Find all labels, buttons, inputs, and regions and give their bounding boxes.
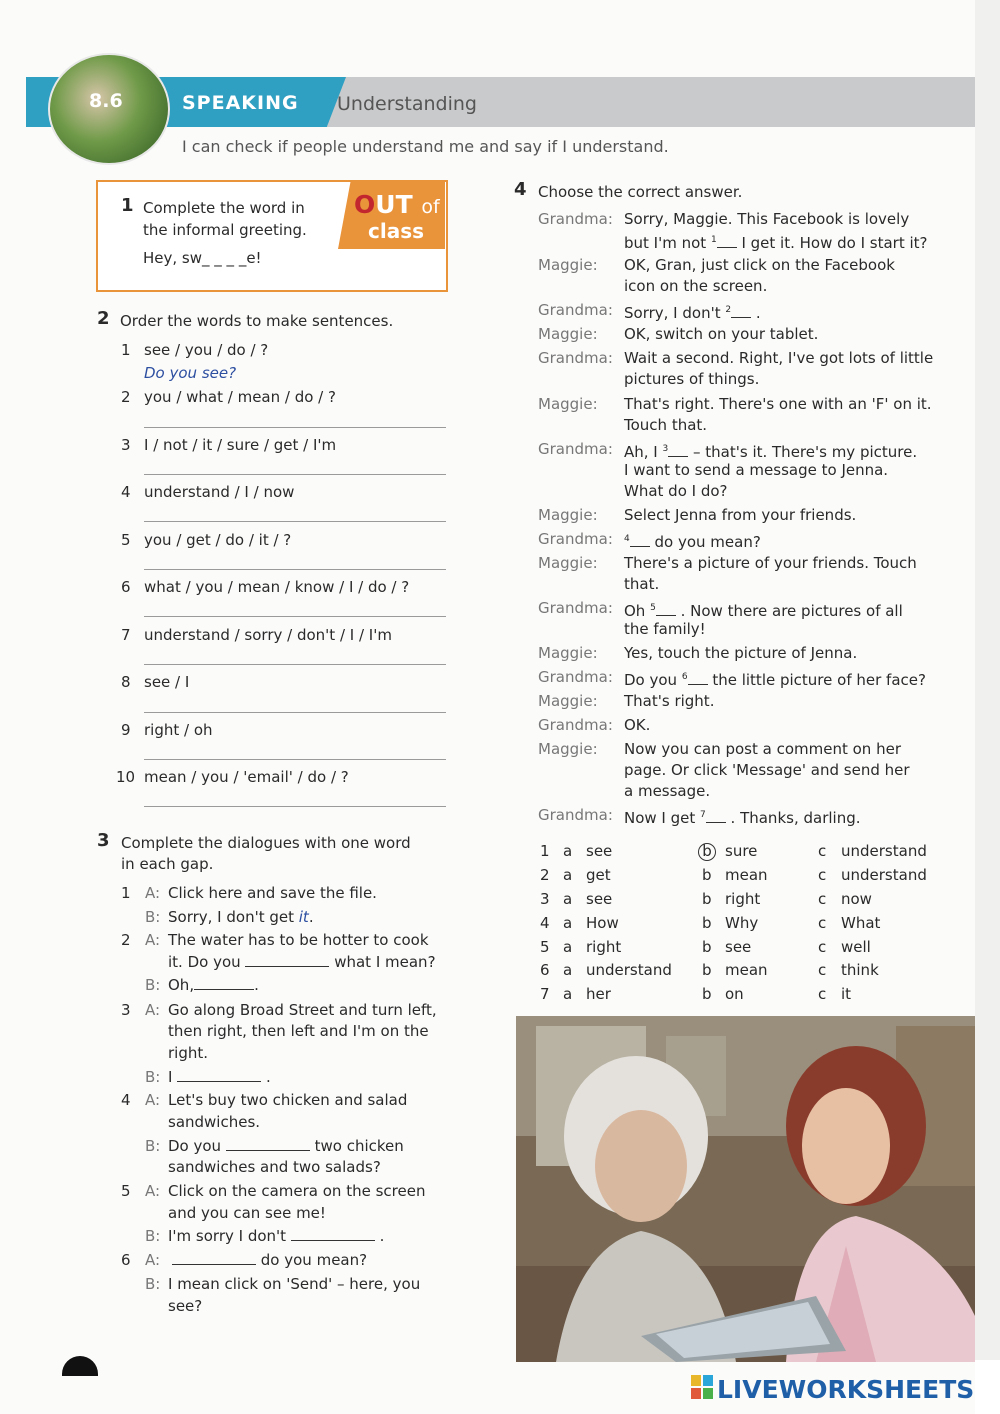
ex2-item-number: 8	[121, 673, 131, 691]
ex2-item-number: 7	[121, 626, 131, 644]
speaker-maggie: Maggie:	[538, 506, 598, 524]
dialogue-line: That's right.	[624, 692, 715, 710]
option-row-number: 7	[540, 985, 550, 1003]
option-letter-c: c	[818, 961, 827, 979]
gap-7[interactable]	[706, 822, 726, 823]
section-label: SPEAKING	[182, 92, 299, 114]
dialogue-line: $^4$ do you mean?	[624, 533, 761, 551]
option-a[interactable]: see	[586, 890, 613, 908]
speaker-grandma: Grandma:	[538, 599, 613, 617]
speaker-grandma: Grandma:	[538, 716, 613, 734]
exercise-1-instruction-2: the informal greeting.	[143, 221, 307, 239]
speaker-grandma: Grandma:	[538, 806, 613, 824]
ex3-line: sandwiches.	[168, 1113, 261, 1131]
option-b[interactable]: on	[725, 985, 744, 1003]
ex2-item-words: you / what / mean / do / ?	[144, 388, 336, 406]
option-letter-c: c	[818, 866, 827, 884]
ex3-dialogue-number: 4	[121, 1091, 131, 1109]
speaker-a: A:	[145, 1091, 161, 1109]
gap-6[interactable]	[688, 684, 708, 685]
dialogue-line: Yes, touch the picture of Jenna.	[624, 644, 858, 662]
option-letter-b: b	[702, 866, 712, 884]
ex2-item-words: what / you / mean / know / I / do / ?	[144, 578, 410, 596]
ex2-item-number: 4	[121, 483, 131, 501]
ex3-gap[interactable]	[194, 989, 254, 990]
ex2-answer-line[interactable]	[144, 521, 446, 522]
out-of-class-subtitle: class	[368, 219, 425, 243]
exercise-4-number: 4	[514, 179, 527, 200]
ex2-answer-line[interactable]	[144, 616, 446, 617]
ex3-gap[interactable]	[177, 1081, 261, 1082]
ex2-answer-line[interactable]	[144, 759, 446, 760]
option-letter-a: a	[563, 938, 573, 956]
ex2-item-words: right / oh	[144, 721, 213, 739]
option-c[interactable]: think	[841, 961, 879, 979]
ex3-dialogue-number: 5	[121, 1182, 131, 1200]
ex3-line: Oh, .	[168, 976, 259, 994]
ex2-answer-line[interactable]	[144, 664, 446, 665]
ex3-gap[interactable]	[226, 1150, 310, 1151]
dialogue-line: but I'm not $^1$ I get it. How do I start it?	[624, 234, 928, 252]
ex3-line: sandwiches and two salads?	[168, 1158, 381, 1176]
option-c[interactable]: now	[841, 890, 872, 908]
speaker-b: B:	[145, 1068, 161, 1086]
dialogue-line: OK, Gran, just click on the Facebook	[624, 256, 895, 274]
option-row-number: 2	[540, 866, 550, 884]
ex3-line: right.	[168, 1044, 209, 1062]
speaker-grandma: Grandma:	[538, 668, 613, 686]
ex3-line: Click here and save the file.	[168, 884, 377, 902]
gap-4[interactable]	[630, 546, 650, 547]
dialogue-line: Do you $^6$ the little picture of her face?	[624, 671, 926, 689]
ex3-line: Do you two chicken	[168, 1137, 404, 1155]
ex2-item-number: 3	[121, 436, 131, 454]
dialogue-line: Wait a second. Right, I've got lots of little	[624, 349, 934, 367]
adjacent-page-edge	[975, 0, 1000, 1360]
exercise-2-instruction: Order the words to make sentences.	[120, 312, 394, 330]
exercise-1-number: 1	[121, 195, 134, 216]
option-letter-b: b	[702, 890, 712, 908]
dialogue-line: Now I get $^7$ . Thanks, darling.	[624, 809, 861, 827]
ex3-line: and you can see me!	[168, 1204, 326, 1222]
speaker-b: B:	[145, 1137, 161, 1155]
liveworksheets-logo-icon	[691, 1375, 713, 1403]
option-letter-a: a	[563, 842, 573, 860]
exercise-3-instruction-1: Complete the dialogues with one word	[121, 834, 411, 852]
ex3-dialogue-number: 6	[121, 1251, 131, 1269]
option-a[interactable]: see	[586, 842, 613, 860]
dialogue-line: Sorry, I don't $^2$ .	[624, 304, 761, 322]
ex2-answer-line[interactable]	[144, 712, 446, 713]
option-a[interactable]: How	[586, 914, 619, 932]
option-b[interactable]: Why	[725, 914, 759, 932]
dialogue-line: a message.	[624, 782, 711, 800]
speaker-a: A:	[145, 931, 161, 949]
dialogue-line: icon on the screen.	[624, 277, 768, 295]
option-b[interactable]: right	[725, 890, 761, 908]
ex2-item-words: understand / sorry / don't / I / I'm	[144, 626, 392, 644]
option-c[interactable]: understand	[841, 866, 927, 884]
ex3-line: it. Do you what I mean?	[168, 953, 436, 971]
speaker-maggie: Maggie:	[538, 644, 598, 662]
option-b[interactable]: sure	[725, 842, 758, 860]
option-b[interactable]: mean	[725, 961, 768, 979]
option-b[interactable]: see	[725, 938, 752, 956]
speaker-grandma: Grandma:	[538, 440, 613, 458]
dialogue-line: Oh $^5$ . Now there are pictures of all	[624, 602, 903, 620]
dialogue-line: that.	[624, 575, 660, 593]
speaker-b: B:	[145, 908, 161, 926]
ex3-line: Click on the camera on the screen	[168, 1182, 426, 1200]
liveworksheets-logo-text: LIVEWORKSHEETS	[717, 1375, 975, 1404]
option-letter-c: c	[818, 842, 827, 860]
dialogue-line: What do I do?	[624, 482, 728, 500]
dialogue-line: OK.	[624, 716, 651, 734]
speaker-maggie: Maggie:	[538, 256, 598, 274]
speaker-grandma: Grandma:	[538, 530, 613, 548]
speaker-maggie: Maggie:	[538, 395, 598, 413]
ex2-item-number: 6	[121, 578, 131, 596]
ex3-line: do you mean?	[172, 1250, 367, 1270]
ex2-item-number: 1	[121, 341, 131, 359]
option-row-number: 4	[540, 914, 550, 932]
ex3-dialogue-number: 2	[121, 931, 131, 949]
ex2-example-answer: Do you see?	[144, 364, 237, 382]
option-letter-c: c	[818, 938, 827, 956]
option-letter-b-circled: b	[698, 841, 716, 861]
ex2-item-number: 2	[121, 388, 131, 406]
exercise-1-instruction-1: Complete the word in	[143, 199, 305, 217]
ex3-line: I'm sorry I don't .	[168, 1227, 385, 1245]
option-c[interactable]: it	[841, 985, 852, 1003]
option-c[interactable]: understand	[841, 842, 927, 860]
gap-5[interactable]	[656, 615, 676, 616]
ex3-dialogue-number: 1	[121, 884, 131, 902]
dialogue-line: Now you can post a comment on her	[624, 740, 901, 758]
section-number: 8.6	[89, 90, 123, 112]
speaker-a: A:	[145, 1001, 161, 1019]
ex2-item-words: mean / you / 'email' / do / ?	[144, 768, 349, 786]
speaker-maggie: Maggie:	[538, 554, 598, 572]
ex3-line: The water has to be hotter to cook	[168, 931, 429, 949]
option-letter-b: b	[702, 961, 712, 979]
dialogue-line: I want to send a message to Jenna.	[624, 461, 889, 479]
speaker-a: A:	[145, 1251, 161, 1269]
ex3-line: see?	[168, 1297, 203, 1315]
ex2-item-words: see / you / do / ?	[144, 341, 269, 359]
option-letter-a: a	[563, 890, 573, 908]
option-row-number: 6	[540, 961, 550, 979]
option-letter-b: b	[702, 938, 712, 956]
gap-2[interactable]	[731, 317, 751, 318]
option-letter-b: b	[702, 985, 712, 1003]
option-letter-a: a	[563, 914, 573, 932]
ex2-answer-line[interactable]	[144, 806, 446, 807]
ex2-item-number: 10	[116, 768, 136, 786]
option-row-number: 1	[540, 842, 550, 860]
ex3-gap[interactable]	[291, 1240, 375, 1241]
ex3-line: I mean click on 'Send' – here, you	[168, 1275, 421, 1293]
speaker-maggie: Maggie:	[538, 740, 598, 758]
ex2-item-words: I / not / it / sure / get / I'm	[144, 436, 337, 454]
greeting-blank[interactable]: _ _ _ _	[202, 249, 247, 267]
dialogue-line: the family!	[624, 620, 706, 638]
gap-1[interactable]	[717, 247, 737, 248]
speaker-b: B:	[145, 1275, 161, 1293]
lesson-subtitle: I can check if people understand me and say if I understand.	[182, 137, 669, 156]
ex3-line: then right, then left and I'm on the	[168, 1022, 429, 1040]
option-row-number: 5	[540, 938, 550, 956]
exercise-1-prompt: Hey, sw_ _ _ _e!	[143, 249, 262, 267]
option-letter-b: b	[702, 914, 712, 932]
photo-illustration	[516, 1016, 975, 1362]
option-row-number: 3	[540, 890, 550, 908]
option-letter-c: c	[818, 914, 827, 932]
section-title: Understanding	[337, 93, 477, 115]
ex3-dialogue-number: 3	[121, 1001, 131, 1019]
exercise-3-number: 3	[97, 830, 110, 851]
ex2-item-words: understand / I / now	[144, 483, 295, 501]
ex3-line: I .	[168, 1068, 271, 1086]
dialogue-line: page. Or click 'Message' and send her	[624, 761, 910, 779]
option-letter-a: a	[563, 866, 573, 884]
grandmother-granddaughter-photo	[516, 1016, 975, 1362]
speaker-b: B:	[145, 976, 161, 994]
option-a[interactable]: right	[586, 938, 622, 956]
ex3-line: Go along Broad Street and turn left,	[168, 1001, 437, 1019]
ex2-answer-line[interactable]	[144, 474, 446, 475]
speaker-a: A:	[145, 1182, 161, 1200]
dialogue-line: Select Jenna from your friends.	[624, 506, 857, 524]
option-letter-a: a	[563, 961, 573, 979]
exercise-2-number: 2	[97, 308, 110, 329]
option-letter-c: c	[818, 890, 827, 908]
option-letter-c: c	[818, 985, 827, 1003]
option-b[interactable]: mean	[725, 866, 768, 884]
ex3-gap[interactable]	[245, 966, 329, 967]
dialogue-line: That's right. There's one with an 'F' on it.	[624, 395, 932, 413]
ex2-answer-line[interactable]	[144, 569, 446, 570]
ex2-item-words: you / get / do / it / ?	[144, 531, 292, 549]
ex2-answer-line[interactable]	[144, 427, 446, 428]
dialogue-line: There's a picture of your friends. Touch	[624, 554, 917, 572]
ex3-line: Sorry, I don't get it.	[168, 908, 314, 926]
ex3-line: Let's buy two chicken and salad	[168, 1091, 408, 1109]
ex2-item-number: 9	[121, 721, 131, 739]
exercise-4-instruction: Choose the correct answer.	[538, 183, 743, 201]
ex2-item-words: see / I	[144, 673, 190, 691]
exercise-3-instruction-2: in each gap.	[121, 855, 214, 873]
speaker-maggie: Maggie:	[538, 692, 598, 710]
ex2-item-number: 5	[121, 531, 131, 549]
option-a[interactable]: understand	[586, 961, 672, 979]
speaker-grandma: Grandma:	[538, 349, 613, 367]
speaker-a: A:	[145, 884, 161, 902]
gap-3[interactable]	[668, 456, 688, 457]
out-of-class-title: OUT of	[354, 190, 440, 219]
speaker-b: B:	[145, 1227, 161, 1245]
dialogue-line: OK, switch on your tablet.	[624, 325, 819, 343]
ex3-gap[interactable]	[172, 1264, 256, 1265]
option-c[interactable]: well	[841, 938, 871, 956]
dialogue-line: Sorry, Maggie. This Facebook is lovely	[624, 210, 910, 228]
speaker-grandma: Grandma:	[538, 301, 613, 319]
dialogue-line: Ah, I $^3$ – that's it. There's my picture.	[624, 443, 918, 461]
option-c[interactable]: What	[841, 914, 881, 932]
dialogue-line: pictures of things.	[624, 370, 760, 388]
dialogue-line: Touch that.	[624, 416, 708, 434]
option-a[interactable]: her	[586, 985, 611, 1003]
option-letter-a: a	[563, 985, 573, 1003]
speaker-maggie: Maggie:	[538, 325, 598, 343]
speaker-grandma: Grandma:	[538, 210, 613, 228]
option-a[interactable]: get	[586, 866, 611, 884]
